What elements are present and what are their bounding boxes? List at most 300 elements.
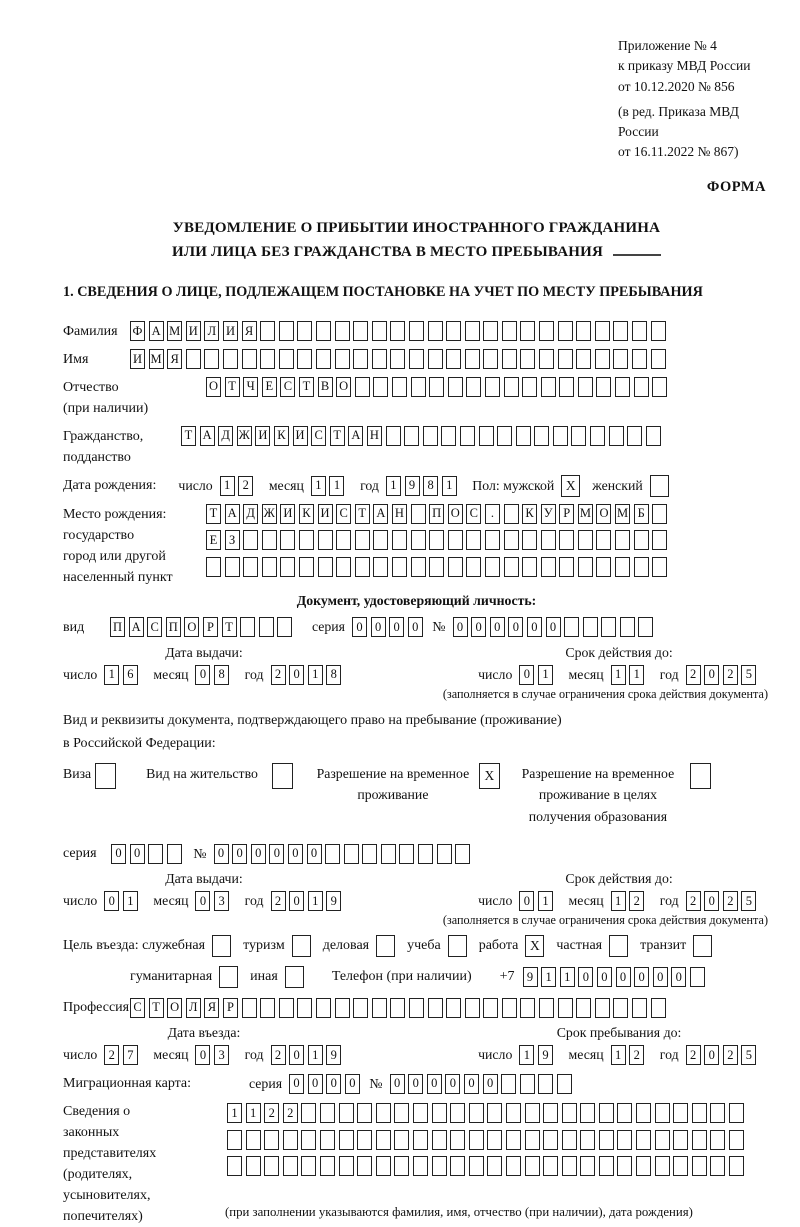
cell[interactable]: С <box>280 377 295 397</box>
cell[interactable] <box>355 557 370 577</box>
cell[interactable]: З <box>225 530 240 550</box>
cell[interactable]: 2 <box>629 1045 644 1065</box>
cell[interactable]: 9 <box>326 891 341 911</box>
cell[interactable] <box>636 1103 651 1123</box>
cell[interactable]: . <box>485 504 500 524</box>
cell[interactable] <box>297 998 312 1018</box>
issue2-year-cells[interactable] <box>271 891 345 911</box>
cell[interactable] <box>580 1156 595 1176</box>
cell[interactable]: 1 <box>123 891 138 911</box>
cell[interactable]: К <box>274 426 289 446</box>
cell[interactable] <box>632 321 647 341</box>
cell[interactable]: И <box>280 504 295 524</box>
cell[interactable]: 0 <box>214 844 229 864</box>
cell[interactable] <box>504 504 519 524</box>
cell[interactable] <box>242 998 257 1018</box>
cell[interactable]: А <box>129 617 144 637</box>
issue2-month-cells[interactable] <box>195 891 232 911</box>
cell[interactable]: 0 <box>490 617 505 637</box>
cell[interactable] <box>376 1130 391 1150</box>
cell[interactable]: М <box>578 504 593 524</box>
cell[interactable] <box>240 617 255 637</box>
cell[interactable] <box>729 1130 744 1150</box>
cell[interactable] <box>264 1156 279 1176</box>
cell[interactable] <box>636 1130 651 1150</box>
cell[interactable] <box>320 1156 335 1176</box>
cell[interactable] <box>428 321 443 341</box>
cell[interactable]: Ф <box>130 321 145 341</box>
cell[interactable] <box>357 1130 372 1150</box>
cell[interactable] <box>596 377 611 397</box>
stay-day-cells[interactable] <box>519 1045 556 1065</box>
cell[interactable] <box>409 321 424 341</box>
cell[interactable] <box>613 998 628 1018</box>
cell[interactable] <box>429 557 444 577</box>
cell[interactable]: Т <box>330 426 345 446</box>
cell[interactable] <box>590 426 605 446</box>
cell[interactable]: 3 <box>214 891 229 911</box>
cell[interactable] <box>506 1156 521 1176</box>
cell[interactable]: 1 <box>611 1045 626 1065</box>
cell[interactable]: 1 <box>541 967 556 987</box>
cell[interactable] <box>460 426 475 446</box>
cell[interactable] <box>392 530 407 550</box>
cell[interactable] <box>466 530 481 550</box>
cell[interactable]: 0 <box>704 665 719 685</box>
cell[interactable] <box>336 530 351 550</box>
purpose-humanitarian-checkbox[interactable] <box>219 966 238 988</box>
cell[interactable]: Р <box>559 504 574 524</box>
cell[interactable]: П <box>110 617 125 637</box>
cell[interactable] <box>280 530 295 550</box>
cell[interactable]: Т <box>181 426 196 446</box>
cell[interactable] <box>465 349 480 369</box>
cell[interactable] <box>428 998 443 1018</box>
cell[interactable] <box>432 1103 447 1123</box>
issue2-day-cells[interactable] <box>104 891 141 911</box>
cell[interactable]: 1 <box>308 891 323 911</box>
cell[interactable]: 0 <box>104 891 119 911</box>
cell[interactable] <box>335 998 350 1018</box>
cell[interactable] <box>655 1130 670 1150</box>
cell[interactable]: П <box>166 617 181 637</box>
residence-number-cells[interactable] <box>214 844 474 864</box>
cell[interactable] <box>729 1156 744 1176</box>
purpose-official-checkbox[interactable] <box>212 935 231 957</box>
cell[interactable]: 6 <box>123 665 138 685</box>
purpose-other-checkbox[interactable] <box>285 966 304 988</box>
cell[interactable]: 0 <box>519 665 534 685</box>
doc-type-cells[interactable] <box>110 617 296 637</box>
cell[interactable]: 5 <box>741 891 756 911</box>
cell[interactable] <box>186 349 201 369</box>
cell[interactable] <box>344 844 359 864</box>
cell[interactable]: Д <box>218 426 233 446</box>
cell[interactable] <box>485 557 500 577</box>
cell[interactable]: 2 <box>271 665 286 685</box>
cell[interactable]: 0 <box>288 844 303 864</box>
cell[interactable] <box>483 321 498 341</box>
cell[interactable] <box>429 530 444 550</box>
cell[interactable] <box>601 617 616 637</box>
cell[interactable]: 0 <box>195 891 210 911</box>
valid-year-cells[interactable] <box>686 665 760 685</box>
cell[interactable] <box>390 321 405 341</box>
cell[interactable] <box>353 349 368 369</box>
cell[interactable] <box>148 844 163 864</box>
cell[interactable] <box>502 998 517 1018</box>
cell[interactable]: Е <box>206 530 221 550</box>
cell[interactable]: 1 <box>629 665 644 685</box>
cell[interactable]: 1 <box>519 1045 534 1065</box>
cell[interactable]: Л <box>186 998 201 1018</box>
cell[interactable]: 1 <box>386 476 401 496</box>
cell[interactable]: И <box>255 426 270 446</box>
cell[interactable] <box>651 349 666 369</box>
cell[interactable] <box>558 998 573 1018</box>
cell[interactable] <box>613 349 628 369</box>
cell[interactable] <box>437 844 452 864</box>
cell[interactable] <box>541 377 556 397</box>
cell[interactable] <box>673 1103 688 1123</box>
doc-number-cells[interactable] <box>453 617 658 637</box>
cell[interactable]: Я <box>167 349 182 369</box>
cell[interactable]: 0 <box>445 1074 460 1094</box>
cell[interactable] <box>627 426 642 446</box>
cell[interactable]: 0 <box>634 967 649 987</box>
cell[interactable] <box>204 349 219 369</box>
cell[interactable] <box>620 617 635 637</box>
cell[interactable]: 0 <box>408 617 423 637</box>
valid2-day-cells[interactable] <box>519 891 556 911</box>
cell[interactable]: И <box>318 504 333 524</box>
cell[interactable]: 1 <box>538 891 553 911</box>
purpose-study-checkbox[interactable] <box>448 935 467 957</box>
cell[interactable] <box>411 504 426 524</box>
cell[interactable] <box>583 617 598 637</box>
firstname-cells[interactable] <box>130 349 669 369</box>
cell[interactable]: 0 <box>389 617 404 637</box>
cell[interactable]: 0 <box>326 1074 341 1094</box>
doc-series-cells[interactable] <box>352 617 426 637</box>
cell[interactable] <box>386 426 401 446</box>
cell[interactable] <box>646 426 661 446</box>
cell[interactable] <box>539 349 554 369</box>
cell[interactable] <box>243 557 258 577</box>
cell[interactable] <box>404 426 419 446</box>
cell[interactable]: 1 <box>611 891 626 911</box>
cell[interactable] <box>316 321 331 341</box>
cell[interactable]: С <box>311 426 326 446</box>
cell[interactable] <box>690 967 705 987</box>
cell[interactable] <box>167 844 182 864</box>
cell[interactable] <box>615 557 630 577</box>
cell[interactable] <box>599 1156 614 1176</box>
cell[interactable] <box>483 349 498 369</box>
cell[interactable]: 0 <box>653 967 668 987</box>
cell[interactable] <box>710 1156 725 1176</box>
cell[interactable] <box>320 1103 335 1123</box>
cell[interactable] <box>357 1103 372 1123</box>
cell[interactable]: 8 <box>214 665 229 685</box>
cell[interactable]: 1 <box>329 476 344 496</box>
cell[interactable]: И <box>186 321 201 341</box>
cell[interactable]: А <box>373 504 388 524</box>
cell[interactable]: 0 <box>289 665 304 685</box>
cell[interactable] <box>539 321 554 341</box>
cell[interactable] <box>362 844 377 864</box>
residence-series-cells[interactable] <box>111 844 185 864</box>
cell[interactable] <box>357 1156 372 1176</box>
cell[interactable]: 0 <box>464 1074 479 1094</box>
cell[interactable] <box>562 1130 577 1150</box>
cell[interactable]: О <box>596 504 611 524</box>
cell[interactable]: И <box>130 349 145 369</box>
issue-year-cells[interactable] <box>271 665 345 685</box>
cell[interactable]: Б <box>634 504 649 524</box>
cell[interactable] <box>264 1130 279 1150</box>
cell[interactable]: 0 <box>130 844 145 864</box>
cell[interactable] <box>632 998 647 1018</box>
cell[interactable] <box>280 557 295 577</box>
cell[interactable]: 0 <box>519 891 534 911</box>
cell[interactable]: К <box>522 504 537 524</box>
cell[interactable]: 0 <box>195 665 210 685</box>
cell[interactable] <box>335 349 350 369</box>
cell[interactable] <box>692 1156 707 1176</box>
cell[interactable] <box>534 426 549 446</box>
cell[interactable] <box>553 426 568 446</box>
cell[interactable]: 0 <box>483 1074 498 1094</box>
cell[interactable] <box>506 1130 521 1150</box>
cell[interactable] <box>558 321 573 341</box>
cell[interactable] <box>227 1130 242 1150</box>
cell[interactable]: И <box>293 426 308 446</box>
cell[interactable]: 0 <box>408 1074 423 1094</box>
cell[interactable] <box>465 321 480 341</box>
valid-month-cells[interactable] <box>611 665 648 685</box>
cell[interactable] <box>580 1103 595 1123</box>
cell[interactable] <box>413 1130 428 1150</box>
cell[interactable] <box>525 1156 540 1176</box>
cell[interactable] <box>538 1074 553 1094</box>
cell[interactable]: 2 <box>723 1045 738 1065</box>
cell[interactable]: 2 <box>271 891 286 911</box>
cell[interactable]: 5 <box>741 1045 756 1065</box>
cell[interactable] <box>520 349 535 369</box>
cell[interactable] <box>335 321 350 341</box>
cell[interactable]: А <box>149 321 164 341</box>
cell[interactable] <box>465 998 480 1018</box>
patronymic-cells[interactable] <box>206 377 671 397</box>
cell[interactable] <box>504 377 519 397</box>
cell[interactable] <box>634 530 649 550</box>
cell[interactable] <box>446 349 461 369</box>
cell[interactable]: С <box>147 617 162 637</box>
cell[interactable] <box>543 1103 558 1123</box>
cell[interactable] <box>450 1130 465 1150</box>
purpose-tourism-checkbox[interactable] <box>292 935 311 957</box>
visa-checkbox[interactable] <box>95 763 116 789</box>
cell[interactable]: Т <box>355 504 370 524</box>
cell[interactable] <box>487 1130 502 1150</box>
cell[interactable]: 0 <box>352 617 367 637</box>
legal-reps-row3-cells[interactable] <box>227 1156 748 1176</box>
cell[interactable] <box>318 530 333 550</box>
cell[interactable] <box>390 349 405 369</box>
cell[interactable]: 0 <box>345 1074 360 1094</box>
cell[interactable]: А <box>225 504 240 524</box>
cell[interactable] <box>502 321 517 341</box>
cell[interactable] <box>242 349 257 369</box>
cell[interactable]: У <box>541 504 556 524</box>
cell[interactable]: Н <box>367 426 382 446</box>
cell[interactable]: Е <box>262 377 277 397</box>
cell[interactable] <box>381 844 396 864</box>
cell[interactable] <box>576 998 591 1018</box>
cell[interactable]: 2 <box>723 665 738 685</box>
birth-year-cells[interactable] <box>386 476 460 496</box>
cell[interactable] <box>262 530 277 550</box>
cell[interactable] <box>541 530 556 550</box>
cell[interactable]: 0 <box>671 967 686 987</box>
cell[interactable]: 0 <box>616 967 631 987</box>
cell[interactable] <box>411 377 426 397</box>
cell[interactable]: 0 <box>597 967 612 987</box>
cell[interactable] <box>336 557 351 577</box>
cell[interactable]: М <box>149 349 164 369</box>
cell[interactable]: И <box>223 321 238 341</box>
valid2-year-cells[interactable] <box>686 891 760 911</box>
cell[interactable] <box>729 1103 744 1123</box>
cell[interactable] <box>636 1156 651 1176</box>
cell[interactable]: 1 <box>611 665 626 685</box>
cell[interactable]: 0 <box>453 617 468 637</box>
cell[interactable]: 0 <box>427 1074 442 1094</box>
cell[interactable]: 0 <box>195 1045 210 1065</box>
purpose-private-checkbox[interactable] <box>609 935 628 957</box>
purpose-transit-checkbox[interactable] <box>693 935 712 957</box>
cell[interactable] <box>483 998 498 1018</box>
cell[interactable]: 0 <box>546 617 561 637</box>
cell[interactable] <box>372 349 387 369</box>
cell[interactable] <box>562 1156 577 1176</box>
cell[interactable]: О <box>167 998 182 1018</box>
cell[interactable] <box>353 321 368 341</box>
cell[interactable] <box>260 321 275 341</box>
cell[interactable]: 2 <box>264 1103 279 1123</box>
cell[interactable] <box>316 998 331 1018</box>
cell[interactable] <box>596 530 611 550</box>
cell[interactable] <box>409 998 424 1018</box>
cell[interactable]: 2 <box>104 1045 119 1065</box>
cell[interactable]: В <box>318 377 333 397</box>
cell[interactable]: 0 <box>704 891 719 911</box>
profession-cells[interactable] <box>130 998 669 1018</box>
citizenship-cells[interactable] <box>181 426 664 446</box>
cell[interactable] <box>520 1074 535 1094</box>
cell[interactable] <box>692 1130 707 1150</box>
cell[interactable] <box>617 1103 632 1123</box>
cell[interactable]: М <box>615 504 630 524</box>
cell[interactable] <box>394 1156 409 1176</box>
cell[interactable]: Л <box>204 321 219 341</box>
cell[interactable] <box>692 1103 707 1123</box>
cell[interactable]: 0 <box>508 617 523 637</box>
cell[interactable]: 0 <box>269 844 284 864</box>
cell[interactable] <box>710 1130 725 1150</box>
cell[interactable] <box>578 377 593 397</box>
cell[interactable]: 9 <box>538 1045 553 1065</box>
cell[interactable] <box>543 1156 558 1176</box>
cell[interactable]: 2 <box>686 665 701 685</box>
birthplace-row3-cells[interactable] <box>206 557 671 577</box>
cell[interactable] <box>262 557 277 577</box>
cell[interactable] <box>318 557 333 577</box>
cell[interactable] <box>564 617 579 637</box>
cell[interactable]: А <box>200 426 215 446</box>
cell[interactable] <box>634 557 649 577</box>
cell[interactable] <box>279 998 294 1018</box>
cell[interactable] <box>543 1130 558 1150</box>
cell[interactable] <box>522 530 537 550</box>
cell[interactable]: Ж <box>237 426 252 446</box>
cell[interactable] <box>559 557 574 577</box>
cell[interactable] <box>522 557 537 577</box>
cell[interactable] <box>558 349 573 369</box>
entry-day-cells[interactable] <box>104 1045 141 1065</box>
cell[interactable] <box>339 1103 354 1123</box>
cell[interactable] <box>539 998 554 1018</box>
cell[interactable] <box>525 1103 540 1123</box>
cell[interactable] <box>260 998 275 1018</box>
cell[interactable] <box>428 349 443 369</box>
cell[interactable] <box>466 377 481 397</box>
cell[interactable] <box>557 1074 572 1094</box>
issue-day-cells[interactable] <box>104 665 141 685</box>
cell[interactable] <box>339 1130 354 1150</box>
cell[interactable] <box>652 557 667 577</box>
cell[interactable] <box>372 321 387 341</box>
cell[interactable]: 1 <box>311 476 326 496</box>
cell[interactable] <box>297 321 312 341</box>
cell[interactable]: Ч <box>243 377 258 397</box>
cell[interactable] <box>615 530 630 550</box>
cell[interactable] <box>301 1156 316 1176</box>
cell[interactable] <box>450 1103 465 1123</box>
cell[interactable] <box>441 426 456 446</box>
cell[interactable]: 2 <box>723 891 738 911</box>
cell[interactable] <box>413 1156 428 1176</box>
cell[interactable] <box>411 530 426 550</box>
cell[interactable] <box>259 617 274 637</box>
cell[interactable]: 2 <box>686 891 701 911</box>
cell[interactable]: 2 <box>686 1045 701 1065</box>
birth-month-cells[interactable] <box>311 476 348 496</box>
cell[interactable] <box>373 557 388 577</box>
cell[interactable] <box>372 998 387 1018</box>
cell[interactable] <box>423 426 438 446</box>
cell[interactable] <box>571 426 586 446</box>
cell[interactable] <box>710 1103 725 1123</box>
cell[interactable]: Н <box>392 504 407 524</box>
purpose-business-checkbox[interactable] <box>376 935 395 957</box>
cell[interactable] <box>578 557 593 577</box>
cell[interactable]: Я <box>204 998 219 1018</box>
cell[interactable]: Т <box>206 504 221 524</box>
cell[interactable] <box>277 617 292 637</box>
cell[interactable] <box>559 530 574 550</box>
